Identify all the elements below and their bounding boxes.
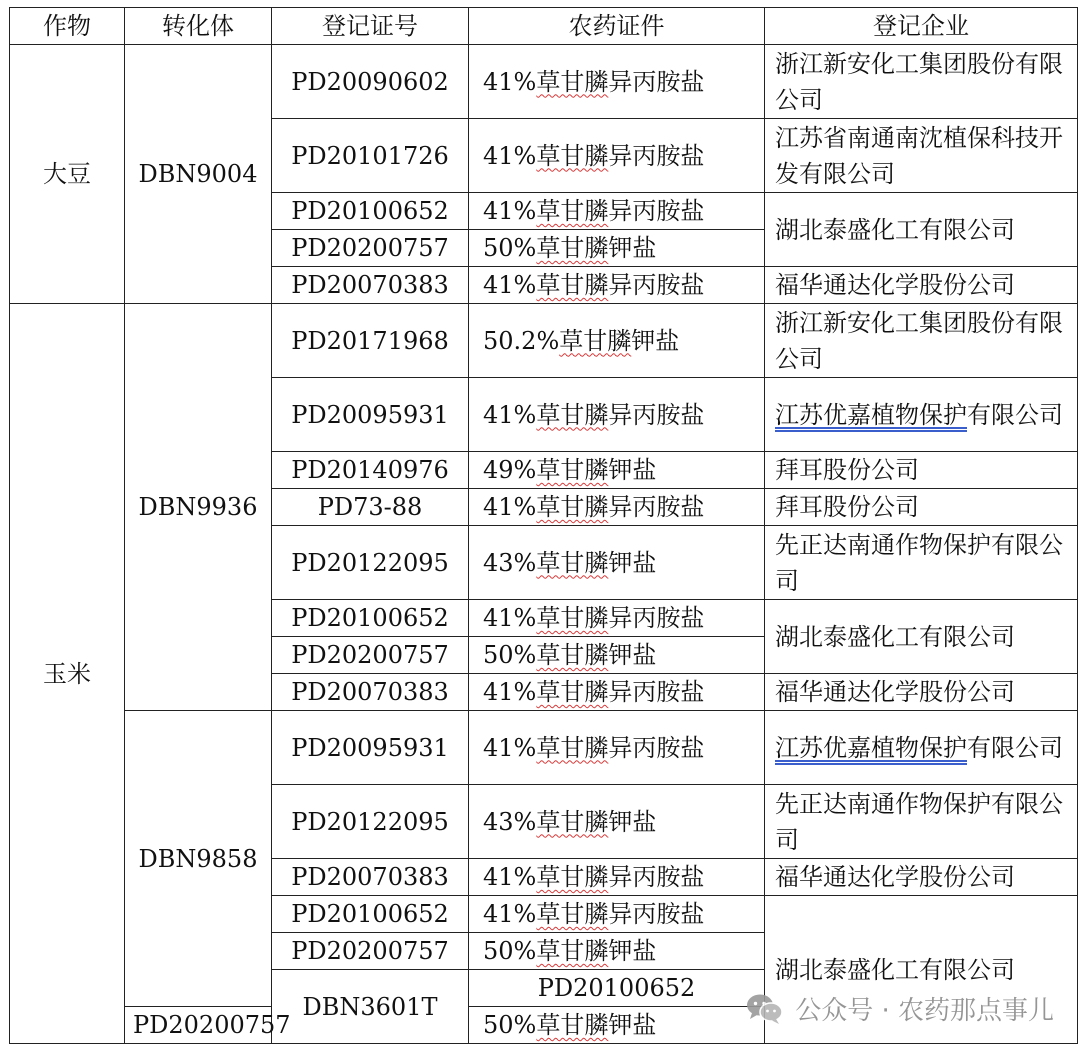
header-reg-number: 登记证号 <box>272 8 469 45</box>
cell-pesticide-cert <box>469 896 765 933</box>
cert-active-ingredient: 草甘膦 <box>536 548 609 577</box>
cell-reg-number: PD20200757 <box>125 1007 272 1044</box>
cert-concentration: 41% <box>483 733 537 762</box>
cell-reg-number: PD20122095 <box>272 526 469 600</box>
company-name-rest: 有限公司 <box>967 400 1063 429</box>
cell-pesticide-cert <box>469 600 765 637</box>
cert-salt-form: 异丙胺盐 <box>608 678 705 706</box>
cert-concentration: 41% <box>483 271 537 299</box>
cert-salt-form: 钾盐 <box>608 234 657 262</box>
company-name-underlined: 江苏优嘉植物保护 <box>775 400 967 429</box>
table-row <box>10 711 1078 785</box>
cell-pesticide-cert <box>469 933 765 970</box>
cert-salt-form: 异丙胺盐 <box>608 493 705 521</box>
cert-active-ingredient: 草甘膦 <box>536 67 609 96</box>
cert-salt-form: 钾盐 <box>608 937 657 965</box>
cell-pesticide-cert <box>469 711 765 785</box>
header-crop: 作物 <box>10 8 125 45</box>
cert-concentration: 50% <box>483 937 537 965</box>
cert-active-ingredient: 草甘膦 <box>536 733 609 762</box>
cell-reg-number: PD20100652 <box>272 193 469 230</box>
cell-company: 浙江新安化工集团股份有限公司 <box>765 304 1078 378</box>
cert-concentration: 41% <box>483 900 537 928</box>
cert-salt-form: 异丙胺盐 <box>608 67 705 96</box>
cert-active-ingredient: 草甘膦 <box>536 456 609 484</box>
cell-company: 拜耳股份公司 <box>765 452 1078 489</box>
cell-company: 先正达南通作物保护有限公司 <box>765 526 1078 600</box>
cert-salt-form: 异丙胺盐 <box>608 400 705 429</box>
cell-reg-number: PD20200757 <box>272 637 469 674</box>
cell-reg-number: PD20090602 <box>272 45 469 119</box>
cert-concentration: 41% <box>483 863 537 891</box>
cert-concentration: 41% <box>483 604 537 632</box>
cell-reg-number: PD20100652 <box>272 600 469 637</box>
cell-pesticide-cert <box>469 452 765 489</box>
header-company: 登记企业 <box>765 8 1078 45</box>
cell-pesticide-cert <box>469 304 765 378</box>
cert-salt-form: 异丙胺盐 <box>608 733 705 762</box>
cell-event: DBN3601T <box>272 970 469 1044</box>
cert-active-ingredient: 草甘膦 <box>536 141 609 170</box>
cert-concentration: 43% <box>483 548 537 577</box>
cell-crop: 玉米 <box>10 304 125 1044</box>
cert-concentration: 41% <box>483 197 537 225</box>
cell-reg-number: PD20140976 <box>272 452 469 489</box>
cell-company: 湖北泰盛化工有限公司 <box>765 193 1078 267</box>
cell-crop: 大豆 <box>10 45 125 304</box>
cert-concentration: 50% <box>483 641 537 669</box>
cert-concentration: 41% <box>483 678 537 706</box>
cert-salt-form: 异丙胺盐 <box>608 900 705 928</box>
cell-pesticide-cert <box>469 637 765 674</box>
cell-company: 福华通达化学股份公司 <box>765 267 1078 304</box>
header-event: 转化体 <box>125 8 272 45</box>
cell-pesticide-cert <box>469 859 765 896</box>
cert-salt-form: 异丙胺盐 <box>608 141 705 170</box>
cert-concentration: 50.2% <box>483 326 560 355</box>
cell-reg-number: PD20200757 <box>272 933 469 970</box>
cert-active-ingredient: 草甘膦 <box>536 604 609 632</box>
cell-pesticide-cert <box>469 489 765 526</box>
cell-company: 湖北泰盛化工有限公司 <box>765 600 1078 674</box>
cell-company: 湖北泰盛化工有限公司 <box>765 896 1078 1044</box>
cert-salt-form: 钾盐 <box>631 326 680 355</box>
cert-active-ingredient: 草甘膦 <box>536 807 609 836</box>
cell-pesticide-cert <box>469 267 765 304</box>
cert-active-ingredient: 草甘膦 <box>536 400 609 429</box>
cell-reg-number: PD20070383 <box>272 267 469 304</box>
cell-company: 福华通达化学股份公司 <box>765 674 1078 711</box>
cell-reg-number: PD20101726 <box>272 119 469 193</box>
cell-pesticide-cert <box>469 785 765 859</box>
cert-salt-form: 异丙胺盐 <box>608 197 705 225</box>
company-name-underlined: 江苏优嘉植物保护 <box>775 733 967 762</box>
cert-salt-form: 钾盐 <box>608 456 657 484</box>
cert-concentration: 41% <box>483 493 537 521</box>
cell-reg-number: PD20100652 <box>469 970 765 1007</box>
cert-concentration: 50% <box>483 1011 537 1039</box>
cell-reg-number: PD20070383 <box>272 674 469 711</box>
cell-reg-number: PD73-88 <box>272 489 469 526</box>
cert-concentration: 41% <box>483 400 537 429</box>
cert-active-ingredient: 草甘膦 <box>536 493 609 521</box>
cert-active-ingredient: 草甘膦 <box>536 271 609 299</box>
cert-salt-form: 钾盐 <box>608 641 657 669</box>
cell-pesticide-cert <box>469 119 765 193</box>
cert-active-ingredient: 草甘膦 <box>536 197 609 225</box>
cell-reg-number: PD20122095 <box>272 785 469 859</box>
cell-pesticide-cert <box>469 193 765 230</box>
cell-event: DBN9936 <box>125 304 272 711</box>
cert-concentration: 41% <box>483 141 537 170</box>
cell-pesticide-cert <box>469 1007 765 1044</box>
cell-company <box>765 711 1078 785</box>
cert-active-ingredient: 草甘膦 <box>559 326 632 355</box>
cert-concentration: 41% <box>483 67 537 96</box>
cert-salt-form: 异丙胺盐 <box>608 271 705 299</box>
cell-pesticide-cert <box>469 674 765 711</box>
cert-concentration: 49% <box>483 456 537 484</box>
cert-salt-form: 钾盐 <box>608 1011 657 1039</box>
cert-active-ingredient: 草甘膦 <box>536 678 609 706</box>
cell-reg-number: PD20200757 <box>272 230 469 267</box>
cert-concentration: 50% <box>483 234 537 262</box>
cell-reg-number: PD20100652 <box>272 896 469 933</box>
table-body <box>10 45 1078 1044</box>
cert-concentration: 43% <box>483 807 537 836</box>
cert-active-ingredient: 草甘膦 <box>536 234 609 262</box>
table-row <box>10 304 1078 378</box>
cell-reg-number: PD20171968 <box>272 304 469 378</box>
cert-active-ingredient: 草甘膦 <box>536 863 609 891</box>
cell-event: DBN9004 <box>125 45 272 304</box>
cell-pesticide-cert <box>469 526 765 600</box>
cell-pesticide-cert <box>469 230 765 267</box>
cell-reg-number: PD20095931 <box>272 378 469 452</box>
cell-reg-number: PD20070383 <box>272 859 469 896</box>
cell-reg-number: PD20095931 <box>272 711 469 785</box>
cert-active-ingredient: 草甘膦 <box>536 641 609 669</box>
cell-company <box>765 378 1078 452</box>
header-row <box>10 8 1078 45</box>
cert-active-ingredient: 草甘膦 <box>536 937 609 965</box>
cert-salt-form: 钾盐 <box>608 548 657 577</box>
watermark-text: 公众号 · 农药那点事儿 <box>795 996 1054 1026</box>
registration-table <box>9 7 1078 1044</box>
cert-salt-form: 异丙胺盐 <box>608 863 705 891</box>
cert-active-ingredient: 草甘膦 <box>536 1011 609 1039</box>
cert-active-ingredient: 草甘膦 <box>536 900 609 928</box>
cell-company: 浙江新安化工集团股份有限公司 <box>765 45 1078 119</box>
cert-salt-form: 钾盐 <box>608 807 657 836</box>
cert-salt-form: 异丙胺盐 <box>608 604 705 632</box>
cell-company: 拜耳股份公司 <box>765 489 1078 526</box>
cell-company: 先正达南通作物保护有限公司 <box>765 785 1078 859</box>
table-row <box>10 45 1078 119</box>
cell-company: 福华通达化学股份公司 <box>765 859 1078 896</box>
cell-pesticide-cert <box>469 378 765 452</box>
cell-company: 江苏省南通南沈植保科技开发有限公司 <box>765 119 1078 193</box>
company-name-rest: 有限公司 <box>967 733 1063 762</box>
cell-pesticide-cert <box>469 45 765 119</box>
cell-event: DBN9858 <box>125 711 272 1007</box>
header-pesticide-cert: 农药证件 <box>469 8 765 45</box>
